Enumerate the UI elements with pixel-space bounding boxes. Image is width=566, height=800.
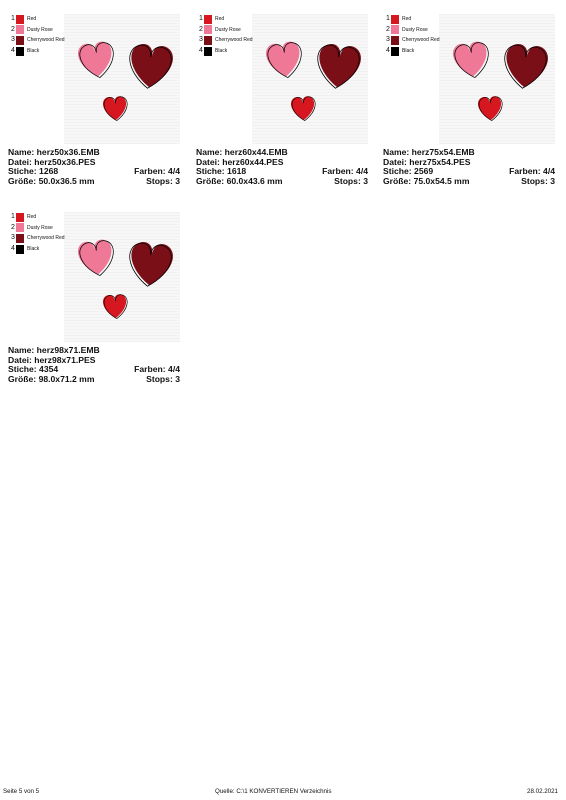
color-swatch (391, 47, 399, 56)
design-info (196, 148, 372, 186)
stop-count: 3 (175, 373, 180, 384)
color-legend-item (383, 14, 463, 25)
stitches-label: Stiche: (196, 166, 225, 177)
color-count: 4/4 (168, 166, 180, 177)
color-count: 4/4 (543, 166, 555, 177)
color-legend-item (383, 25, 463, 36)
red-heart (103, 96, 129, 122)
design-info (383, 148, 559, 186)
design-size: 98.0x71.2 mm (38, 373, 95, 384)
stitches-label: Stiche: (8, 364, 37, 375)
stops-label: Stops: (334, 175, 361, 186)
color-name: Black (27, 48, 40, 55)
color-swatch (16, 47, 24, 56)
color-swatch (16, 213, 24, 222)
size-label: Größe: (383, 175, 412, 186)
color-legend-item (196, 14, 276, 25)
color-swatch (204, 36, 212, 45)
stops-label: Stops: (146, 373, 173, 384)
color-legend-item (196, 25, 276, 36)
design-file: herz60x44.PES (222, 156, 284, 167)
color-number: 3 (386, 36, 390, 44)
cherrywood-heart (315, 43, 362, 91)
color-swatch (16, 223, 24, 232)
design-file: herz50x36.PES (34, 156, 96, 167)
color-number: 2 (11, 223, 15, 231)
design-size: 75.0x54.5 mm (413, 175, 470, 186)
color-legend-item (383, 46, 463, 57)
design-info (8, 148, 184, 186)
design-file: herz75x54.PES (409, 156, 471, 167)
color-name: Red (215, 16, 225, 22)
stop-count: 3 (550, 175, 555, 186)
file-label: Datei: (383, 156, 407, 167)
size-label: Größe: (8, 175, 37, 186)
page-number: Seite 5 von 5 (3, 788, 40, 795)
color-name: Dusty Rose (27, 26, 53, 33)
color-swatch (391, 15, 399, 24)
name-label: Name: (8, 345, 35, 355)
size-label: Größe: (8, 373, 37, 384)
stitches-label: Stiche: (8, 166, 37, 177)
color-legend (196, 14, 276, 57)
design-name: herz50x36.EMB (36, 147, 100, 157)
color-name: Black (402, 48, 415, 55)
colors-label: Farben: (134, 364, 166, 375)
color-name: Red (402, 16, 412, 22)
color-number: 3 (11, 234, 15, 242)
color-number: 4 (11, 47, 15, 55)
color-number: 1 (11, 213, 15, 220)
color-number: 3 (11, 36, 15, 44)
stitch-count: 1268 (39, 166, 59, 177)
colors-label: Farben: (509, 166, 541, 177)
color-name: Cherrywood Red (27, 235, 65, 242)
color-count: 4/4 (168, 364, 180, 375)
color-legend-item (8, 244, 88, 255)
color-name: Dusty Rose (215, 26, 241, 33)
color-number: 4 (199, 47, 203, 55)
color-number: 1 (11, 15, 15, 22)
color-legend-item (196, 46, 276, 57)
color-number: 4 (11, 245, 15, 253)
color-name: Dusty Rose (402, 26, 428, 33)
color-legend-item (8, 46, 88, 57)
design-info (8, 346, 184, 384)
cherrywood-heart (127, 43, 174, 91)
design-name: herz98x71.EMB (36, 345, 100, 355)
color-name: Black (215, 48, 228, 55)
name-label: Name: (196, 147, 223, 157)
stitch-count: 2569 (414, 166, 434, 177)
file-label: Datei: (8, 354, 32, 365)
color-swatch (16, 245, 24, 254)
stops-label: Stops: (146, 175, 173, 186)
color-number: 2 (199, 25, 203, 33)
stitches-label: Stiche: (383, 166, 412, 177)
colors-label: Farben: (322, 166, 354, 177)
color-name: Red (27, 16, 37, 22)
design-file: herz98x71.PES (34, 354, 96, 365)
name-label: Name: (8, 147, 35, 157)
color-legend-item (383, 35, 463, 46)
color-name: Red (27, 214, 37, 220)
color-swatch (16, 234, 24, 243)
color-name: Dusty Rose (27, 224, 53, 231)
design-card (383, 12, 559, 192)
color-legend-item (8, 212, 88, 223)
source-path: Quelle: C:\1 KONVERTIEREN Verzeichnis (215, 788, 332, 795)
design-name: herz60x44.EMB (224, 147, 288, 157)
red-heart (478, 96, 504, 122)
color-name: Black (27, 246, 40, 253)
size-label: Größe: (196, 175, 225, 186)
color-swatch (16, 36, 24, 45)
color-legend (8, 14, 88, 57)
color-number: 1 (199, 15, 203, 22)
color-name: Cherrywood Red (402, 37, 440, 44)
cherrywood-heart (127, 241, 174, 289)
color-number: 1 (386, 15, 390, 22)
color-legend-item (196, 35, 276, 46)
stop-count: 3 (363, 175, 368, 186)
color-legend-item (8, 14, 88, 25)
color-name: Cherrywood Red (215, 37, 253, 44)
color-swatch (204, 25, 212, 34)
red-heart (103, 294, 129, 320)
design-size: 50.0x36.5 mm (38, 175, 95, 186)
color-swatch (16, 25, 24, 34)
color-legend (8, 212, 88, 255)
color-swatch (391, 25, 399, 34)
color-number: 3 (199, 36, 203, 44)
stops-label: Stops: (521, 175, 548, 186)
color-name: Cherrywood Red (27, 37, 65, 44)
stitch-count: 1618 (227, 166, 247, 177)
design-card (8, 210, 184, 390)
design-card (196, 12, 372, 192)
stop-count: 3 (175, 175, 180, 186)
cherrywood-heart (502, 43, 549, 91)
print-date: 28.02.2021 (527, 788, 558, 795)
color-number: 2 (11, 25, 15, 33)
color-legend (383, 14, 463, 57)
color-legend-item (8, 233, 88, 244)
color-swatch (204, 15, 212, 24)
color-number: 2 (386, 25, 390, 33)
design-name: herz75x54.EMB (411, 147, 475, 157)
color-swatch (204, 47, 212, 56)
color-legend-item (8, 25, 88, 36)
colors-label: Farben: (134, 166, 166, 177)
design-size: 60.0x43.6 mm (226, 175, 283, 186)
file-label: Datei: (8, 156, 32, 167)
design-card (8, 12, 184, 192)
color-count: 4/4 (356, 166, 368, 177)
name-label: Name: (383, 147, 410, 157)
file-label: Datei: (196, 156, 220, 167)
stitch-count: 4354 (39, 364, 59, 375)
color-legend-item (8, 35, 88, 46)
color-number: 4 (386, 47, 390, 55)
red-heart (291, 96, 317, 122)
color-swatch (391, 36, 399, 45)
color-swatch (16, 15, 24, 24)
color-legend-item (8, 223, 88, 234)
